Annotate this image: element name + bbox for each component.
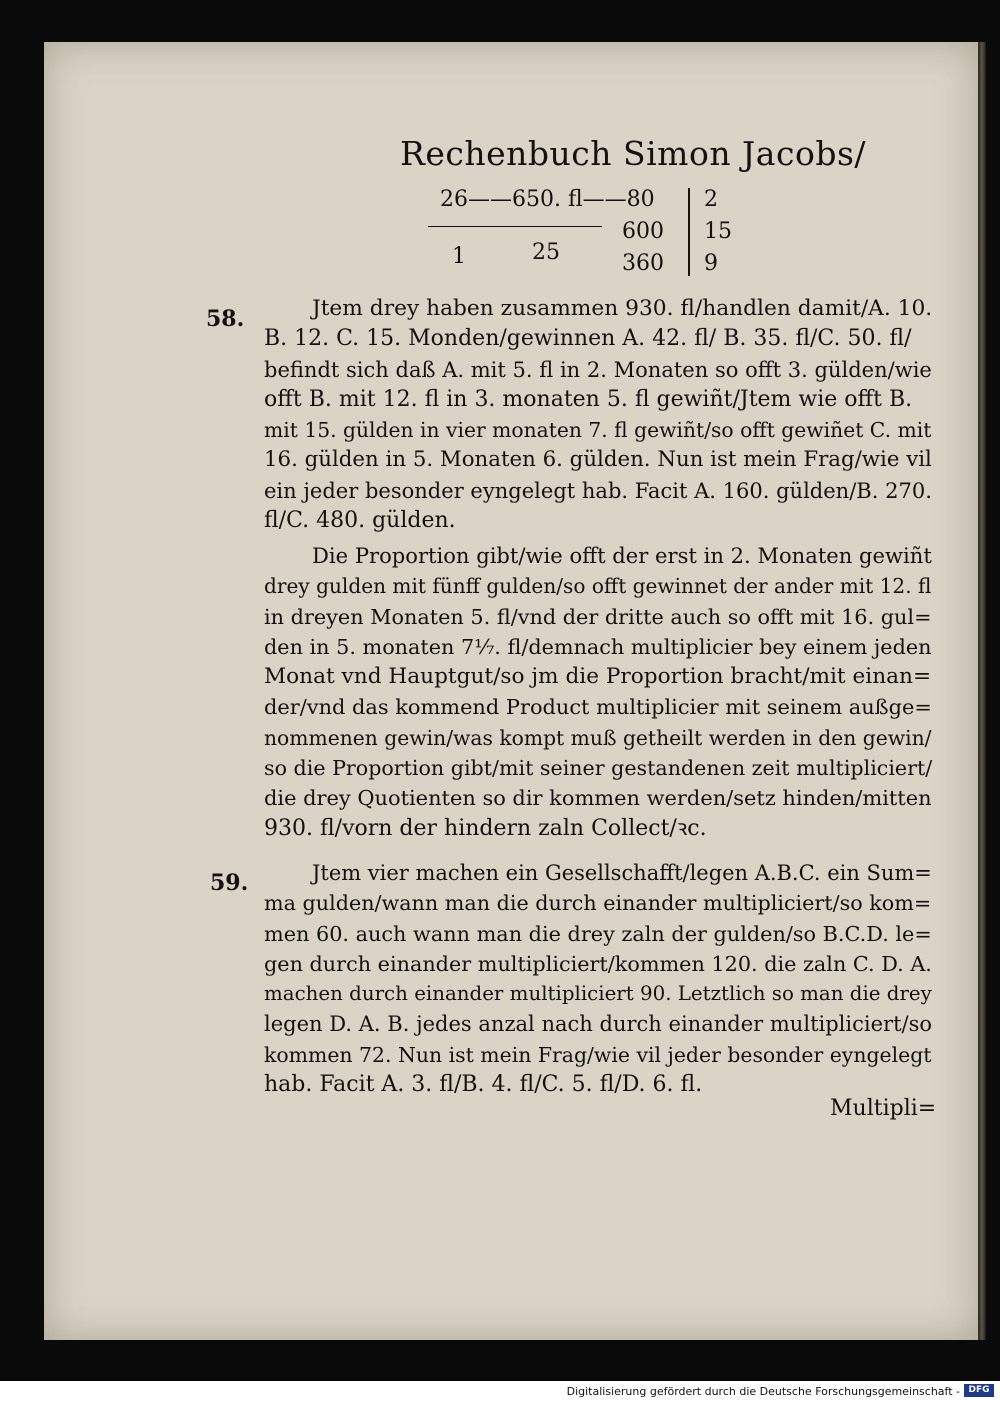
footer-credit: Digitalisierung gefördert durch die Deutsche Forschungsgemeinschaft - bbox=[566, 1385, 960, 1398]
calc-row-1: 26——650. fl——80 bbox=[440, 187, 655, 212]
text-line: 930. fl/vorn der hindern zaln Collect/ꝛc. bbox=[264, 815, 707, 841]
calc-row-3-right: 9 bbox=[704, 251, 718, 276]
text-line: Jtem drey haben zusammen 930. fl/handlen damit/A. 10. bbox=[312, 296, 933, 321]
text-line: so die Proportion gibt/mit seiner gestandenen zeit multipliciert/ bbox=[264, 756, 933, 781]
calc-row-3-center: 25 bbox=[532, 240, 560, 265]
running-title: Rechenbuch Simon Jacobs/ bbox=[400, 134, 866, 173]
footer-bar bbox=[0, 1381, 1000, 1401]
text-line: offt B. mit 12. fl in 3. monaten 5. fl gewiñt/Jtem wie offt B. bbox=[264, 386, 913, 412]
calc-row-1-right: 2 bbox=[704, 187, 718, 212]
text-line: men 60. auch wann man die drey zaln der gulden/so B.C.D. le= bbox=[264, 921, 932, 946]
text-line: kommen 72. Nun ist mein Frag/wie vil jeder besonder eyngelegt bbox=[264, 1042, 932, 1067]
text-line: der/vnd das kommend Product multiplicier mit seinem außge= bbox=[264, 695, 932, 720]
text-line: 16. gülden in 5. Monaten 6. gülden. Nun ist mein Frag/wie vil bbox=[264, 447, 932, 473]
problem-59-text bbox=[264, 858, 932, 1100]
catchword: Multipli= bbox=[830, 1096, 937, 1121]
text-line: machen durch einander multipliciert 90. Letztlich so man die drey bbox=[264, 982, 932, 1006]
text-line: ma gulden/wann man die durch einander multipliciert/so kom= bbox=[264, 891, 932, 916]
text-line: Jtem vier machen ein Gesellschafft/legen A.B.C. ein Sum= bbox=[312, 861, 932, 885]
calc-divider bbox=[688, 188, 690, 276]
calc-row-2-right: 15 bbox=[704, 219, 732, 244]
text-line: die drey Quotienten so dir kommen werden/setz hinden/mitten bbox=[264, 786, 932, 811]
text-line: fl/C. 480. gülden. bbox=[264, 508, 456, 534]
text-line: Monat vnd Hauptgut/so jm die Proportion bracht/mit einan= bbox=[264, 664, 932, 690]
calc-row-3-left: 1 bbox=[452, 244, 466, 269]
text-line: B. 12. C. 15. Monden/gewinnen A. 42. fl/ B. 35. fl/C. 50. fl/ bbox=[264, 326, 912, 352]
problem-number: 59. bbox=[210, 870, 249, 896]
text-line: mit 15. gülden in vier monaten 7. fl gewiñt/so offt gewiñet C. mit bbox=[264, 418, 932, 443]
text-line: gen durch einander multipliciert/kommen 120. die zaln C. D. A. bbox=[264, 951, 932, 976]
page-edge bbox=[978, 42, 986, 1340]
calc-row-2-mid: 600 bbox=[622, 219, 664, 244]
text-line: nommenen gewin/was kompt muß getheilt werden in den gewin/ bbox=[264, 725, 932, 750]
text-line: legen D. A. B. jedes anzal nach durch einander multipliciert/so bbox=[264, 1011, 933, 1037]
problem-58-text bbox=[264, 294, 932, 536]
problem-number: 58. bbox=[206, 306, 245, 332]
problem-58-solution bbox=[264, 541, 932, 844]
dfg-logo: DFG bbox=[964, 1384, 994, 1397]
text-line: in dreyen Monaten 5. fl/vnd der dritte auch so offt mit 16. gul= bbox=[264, 604, 932, 629]
text-line: den in 5. monaten 7⅐. fl/demnach multiplicier bey einem jeden bbox=[264, 634, 932, 659]
text-line: Die Proportion gibt/wie offt der erst in 2. Monaten gewiñt bbox=[312, 543, 932, 568]
calc-row-3-mid: 360 bbox=[622, 251, 664, 276]
calc-rule bbox=[428, 226, 602, 227]
text-line: befindt sich daß A. mit 5. fl in 2. Monaten so offt 3. gülden/wie bbox=[264, 356, 932, 382]
text-line: hab. Facit A. 3. fl/B. 4. fl/C. 5. fl/D. 6. fl. bbox=[264, 1072, 703, 1098]
text-line: ein jeder besonder eyngelegt hab. Facit A. 160. gülden/B. 270. bbox=[264, 477, 932, 503]
text-line: drey gulden mit fünff gulden/so offt gewinnet der ander mit 12. fl bbox=[264, 574, 932, 599]
